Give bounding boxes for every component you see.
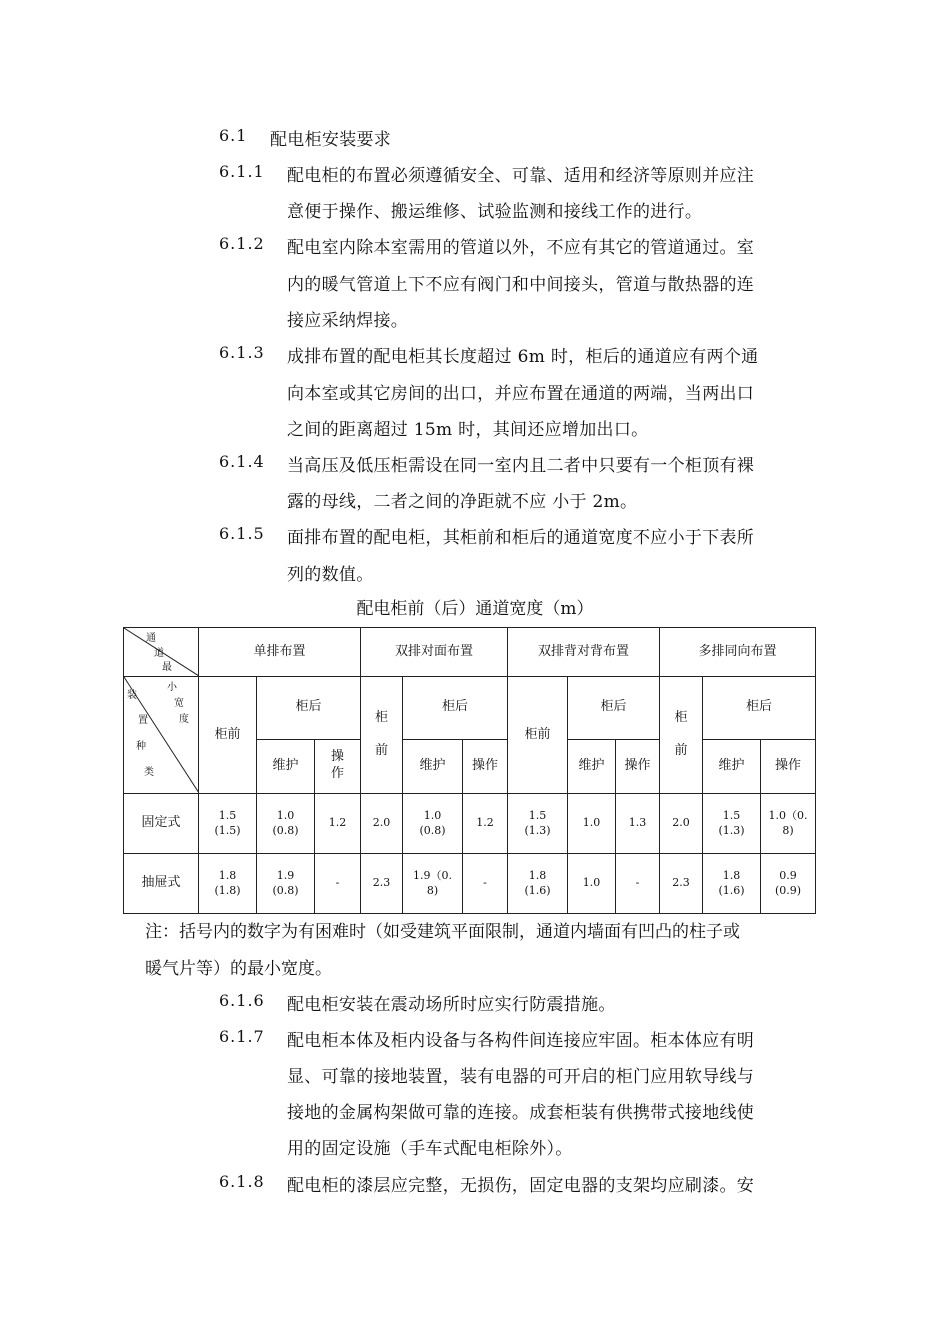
value-cell: -: [616, 854, 660, 914]
clause-text: 用的固定设施（手车式配电柜除外）。: [287, 1139, 573, 1159]
value-cell: 1.2: [463, 794, 508, 854]
back-header: 柜后: [568, 677, 660, 740]
clause-number: 6.1.4: [219, 452, 265, 471]
clause-text: 意便于操作、搬运维修、试验监测和接线工作的进行。: [287, 202, 703, 222]
table-row: [124, 794, 816, 854]
back-header: 柜后: [257, 677, 361, 740]
value-cell: 1.2: [315, 794, 361, 854]
clause-text: 配电柜安装在震动场所时应实行防震措施。: [287, 995, 616, 1015]
value-cell: 1.9（0. 8): [403, 854, 463, 914]
value-cell: 1.8 (1.8): [199, 854, 257, 914]
table-caption: 配电柜前（后）通道宽度（m）: [356, 599, 594, 619]
clause-number: 6.1.5: [219, 524, 265, 543]
clause-number: 6.1.8: [219, 1172, 265, 1191]
value-cell: 1.0: [568, 794, 616, 854]
clause-number: 6.1.7: [219, 1027, 265, 1046]
clearance-table: [123, 627, 816, 914]
clause-text: 之间的距离超过 15m 时，其间还应增加出口。: [287, 420, 649, 440]
operate-header: 操作: [761, 739, 816, 793]
clause-number: 6.1.2: [219, 234, 265, 253]
value-cell: 1.3: [616, 794, 660, 854]
corner-label: 种: [136, 741, 146, 752]
front-header: 柜 前: [660, 677, 703, 794]
back-header: 柜后: [403, 677, 508, 740]
operate-header: 操 作: [315, 739, 361, 793]
maintain-header: 维护: [568, 739, 616, 793]
row-type: 固定式: [124, 794, 199, 854]
corner-label: 道: [154, 648, 164, 659]
value-cell: -: [463, 854, 508, 914]
value-cell: 1.5 (1.3): [508, 794, 568, 854]
value-cell: 1.0: [568, 854, 616, 914]
clause-text: 列的数值。: [287, 565, 374, 585]
corner-cell-bottom: [124, 677, 199, 794]
table-note: 注：括号内的数字为有困难时（如受建筑平面限制，通道内墙面有凹凸的柱子或: [145, 922, 740, 942]
section-number: 6.1: [219, 126, 248, 145]
value-cell: 1.0 (0.8): [257, 794, 315, 854]
operate-header: 操作: [616, 739, 660, 793]
corner-label: 最: [162, 662, 172, 673]
corner-label: 宽: [174, 698, 184, 709]
corner-label: 小: [167, 682, 177, 693]
back-header: 柜后: [703, 677, 816, 740]
group-header: 单排布置: [199, 628, 361, 677]
value-cell: -: [315, 854, 361, 914]
table-row: [124, 854, 816, 914]
clause-text: 面排布置的配电柜，其柜前和柜后的通道宽度不应小于下表所: [287, 528, 755, 548]
value-cell: 1.9 (0.8): [257, 854, 315, 914]
front-header: 柜前: [199, 677, 257, 794]
clause-text: 成排布置的配电柜其长度超过 6m 时，柜后的通道应有两个通: [287, 347, 759, 367]
table-note: 暖气片等）的最小宽度。: [145, 959, 332, 979]
clause-text: 露的母线，二者之间的净距就不应 小于 2m。: [287, 492, 638, 512]
front-header: 柜前: [508, 677, 568, 794]
value-cell: 1.0 (0.8): [403, 794, 463, 854]
value-cell: 2.3: [660, 854, 703, 914]
value-cell: 1.5 (1.3): [703, 794, 761, 854]
corner-label: 置: [138, 715, 148, 726]
group-header: 双排对面布置: [361, 628, 508, 677]
clause-text: 接地的金属构架做可靠的连接。成套柜装有供携带式接地线使: [287, 1103, 755, 1123]
row-type: 抽屉式: [124, 854, 199, 914]
corner-label: 装: [127, 690, 137, 701]
clause-text: 内的暖气管道上下不应有阀门和中间接头，管道与散热器的连: [287, 275, 755, 295]
value-cell: 1.5 (1.5): [199, 794, 257, 854]
clause-text: 当高压及低压柜需设在同一室内且二者中只要有一个柜顶有裸: [287, 456, 755, 476]
clause-text: 向本室或其它房间的出口，并应布置在通道的两端，当两出口: [287, 384, 755, 404]
operate-header: 操作: [463, 739, 508, 793]
value-cell: 0.9 (0.9): [761, 854, 816, 914]
value-cell: 1.8 (1.6): [703, 854, 761, 914]
value-cell: 1.0（0. 8): [761, 794, 816, 854]
group-header: 多排同向布置: [660, 628, 816, 677]
section-title: 配电柜安装要求: [270, 130, 392, 150]
maintain-header: 维护: [257, 739, 315, 793]
value-cell: 1.8 (1.6): [508, 854, 568, 914]
corner-label: 类: [144, 767, 154, 778]
maintain-header: 维护: [703, 739, 761, 793]
corner-label: 度: [179, 714, 189, 725]
clause-text: 显、可靠的接地装置，装有电器的可开启的柜门应用软导线与: [287, 1067, 755, 1087]
maintain-header: 维护: [403, 739, 463, 793]
clause-number: 6.1.1: [219, 162, 265, 181]
clause-text: 配电柜本体及柜内设备与各构件间连接应牢固。柜本体应有明: [287, 1031, 755, 1051]
front-header: 柜 前: [361, 677, 403, 794]
clause-number: 6.1.3: [219, 343, 265, 362]
corner-label: 通: [146, 633, 156, 644]
value-cell: 2.3: [361, 854, 403, 914]
clause-text: 配电室内除本室需用的管道以外，不应有其它的管道通过。室: [287, 238, 755, 258]
corner-cell-top: [124, 628, 199, 677]
clause-text: 配电柜的漆层应完整，无损伤，固定电器的支架均应刷漆。安: [287, 1176, 755, 1196]
value-cell: 2.0: [660, 794, 703, 854]
clause-number: 6.1.6: [219, 991, 265, 1010]
value-cell: 2.0: [361, 794, 403, 854]
group-header: 双排背对背布置: [508, 628, 660, 677]
clause-text: 配电柜的布置必须遵循安全、可靠、适用和经济等原则并应注: [287, 166, 755, 186]
clause-text: 接应采纳焊接。: [287, 311, 409, 331]
